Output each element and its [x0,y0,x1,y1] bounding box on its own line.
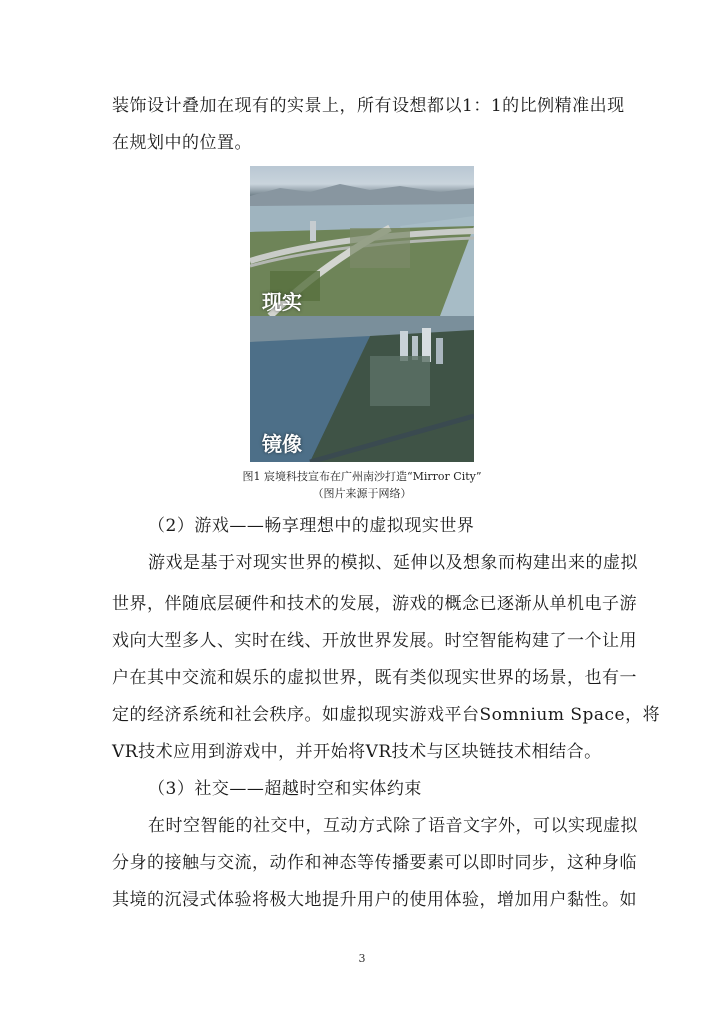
paragraph-line: VR技术应用到游戏中，并开始将VR技术与区块链技术相结合。 [112,742,602,762]
mirror-label: 镜像 [262,432,302,456]
page-number: 3 [358,952,366,965]
paragraph-line: 户在其中交流和娱乐的虚拟世界，既有类似现实世界的场景，也有一 [112,668,637,688]
mirror-render [250,316,474,462]
paragraph-line: 戏向大型多人、实时在线、开放世界发展。时空智能构建了一个让用 [112,631,637,651]
section-heading-games: （2）游戏——畅享理想中的虚拟现实世界 [148,516,475,536]
figure-source: （图片来源于网络） [312,487,412,500]
paragraph-line: 在时空智能的社交中，互动方式除了语音文字外，可以实现虚拟 [148,816,638,836]
paragraph-line: 世界，伴随底层硬件和技术的发展，游戏的概念已逐渐从单机电子游 [112,594,637,614]
paragraph-line: 其境的沉浸式体验将极大地提升用户的使用体验，增加用户黏性。如 [112,890,637,910]
figure-caption: 图1 宸境科技宣布在广州南沙打造“Mirror City” [242,470,482,483]
reality-photo [250,166,474,316]
reality-label: 现实 [262,290,302,314]
paragraph-line: 在规划中的位置。 [112,133,252,153]
paragraph-line: 装饰设计叠加在现有的实景上，所有设想都以1：1的比例精准出现 [112,96,625,116]
section-heading-social: （3）社交——超越时空和实体约束 [148,779,422,799]
paragraph-line: 分身的接触与交流，动作和神态等传播要素可以即时同步，这种身临 [112,853,637,873]
figure-image [250,166,474,462]
paragraph-line: 游戏是基于对现实世界的模拟、延伸以及想象而构建出来的虚拟 [148,553,638,573]
paragraph-line: 定的经济系统和社会秩序。如虚拟现实游戏平台Somnium Space，将 [112,705,661,725]
